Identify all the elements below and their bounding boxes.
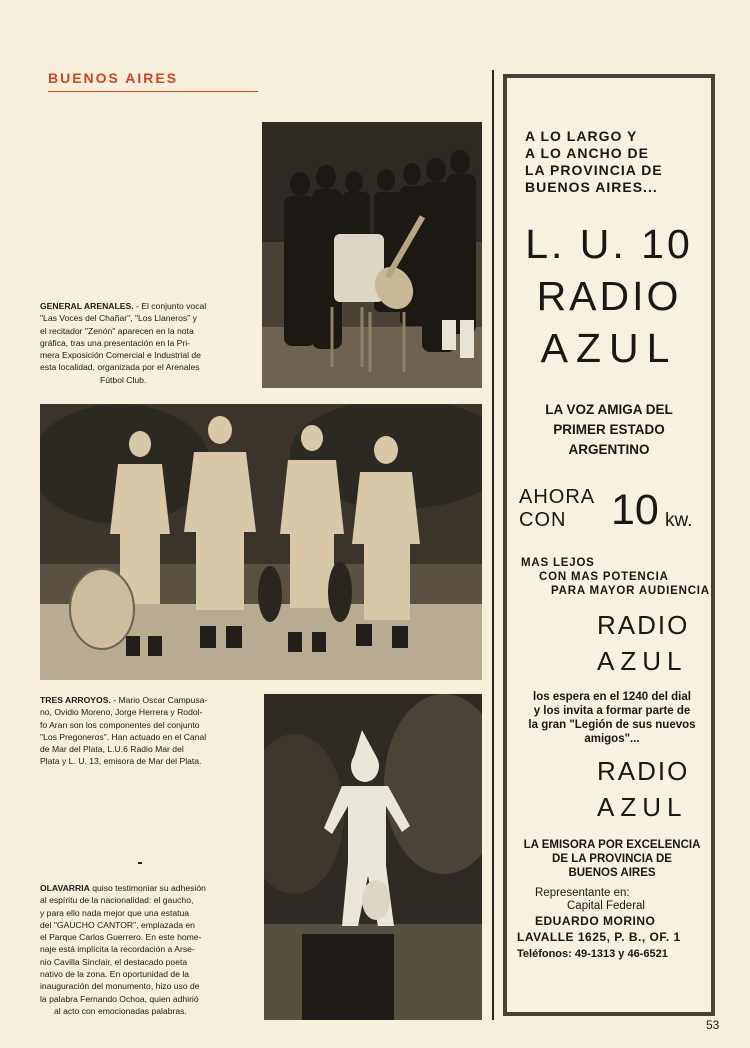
ad-ahora-con	[519, 486, 595, 532]
caption-line: mera Exposición Comercial e Industrial de	[40, 350, 201, 361]
ad-azul-1: AZUL	[597, 646, 688, 676]
photo-gaucho-cantor-statue	[264, 694, 482, 1020]
caption-tres-arroyos	[40, 694, 256, 768]
ad-intro-line: LA PROVINCIA DE	[525, 162, 663, 178]
ad-mas-potencia: CON MAS POTENCIA	[539, 571, 669, 583]
caption-line: al espíritu de la nacionalidad: el gaucho,	[40, 895, 194, 906]
page-number: 53	[706, 1018, 720, 1032]
ad-phones: Teléfonos: 49-1313 y 46-6521	[517, 948, 668, 960]
column-divider	[492, 70, 494, 1020]
ad-intro-line: BUENOS AIRES...	[525, 179, 658, 195]
ad-radio-2: RADIO	[597, 756, 690, 786]
caption-line: el Parque Carlos Guerrero. En este home-	[40, 932, 202, 943]
ad-mayor-audiencia: PARA MAYOR AUDIENCIA	[551, 585, 710, 597]
caption-line: gráfica, tras una presentación en la Pri-	[40, 337, 190, 348]
caption-lead: GENERAL ARENALES.	[40, 301, 134, 311]
ad-dial-line: la gran "Legión de sus nuevos	[528, 719, 696, 731]
ad-dial-line: y los invita a formar parte de	[533, 705, 691, 717]
caption-line: - Mario Oscar Campusa-	[110, 695, 208, 705]
caption-line: no, Ovidio Moreno, Jorge Herrera y Rodol-	[40, 707, 203, 718]
caption-line: al acto con emocionadas palabras.	[54, 1005, 187, 1016]
ad-address: LAVALLE 1625, P. B., OF. 1	[517, 930, 681, 944]
ad-slogan	[507, 400, 711, 460]
caption-line: del "GAUCHO CANTOR", emplazada en	[40, 919, 195, 930]
ad-mas-lejos: MAS LEJOS	[521, 557, 595, 569]
caption-line: nativo de la zona. En oportunidad de la	[40, 969, 190, 980]
ad-emisora-line: BUENOS AIRES	[568, 867, 656, 879]
ad-dial-line: los espera en el 1240 del dial	[533, 691, 691, 703]
ad-station-call-sign: L. U. 10	[525, 221, 693, 267]
caption-olavarria	[40, 882, 256, 1017]
photo-general-arenales	[262, 122, 482, 388]
caption-line: esta localidad, organizada por el Arenales	[40, 362, 200, 373]
caption-line: Plata y L. U. 13, emisora de Mar del Plata.	[40, 756, 202, 767]
ad-dial-invitation	[517, 690, 707, 746]
ad-intro-line: A LO ANCHO DE	[525, 145, 649, 161]
caption-line: nio Cavilla Sinclair, el destacado poeta	[40, 956, 188, 967]
ad-representative-label: Representante en:	[535, 887, 630, 899]
caption-line: y para ello nada mejor que una estatua	[40, 907, 190, 918]
radio-azul-advertisement	[503, 74, 715, 1016]
caption-line: la palabra Fernando Ochoa, quien adhirió	[40, 993, 199, 1004]
caption-lead: OLAVARRIA	[40, 883, 90, 893]
ad-slogan-line: ARGENTINO	[568, 442, 650, 457]
ad-radio-1: RADIO	[597, 610, 690, 640]
ad-power-unit: kw.	[665, 510, 693, 531]
ad-emisora	[515, 838, 709, 880]
caption-line: inauguración del monumento, hizo uso de	[40, 981, 200, 992]
caption-general-arenales	[40, 300, 254, 386]
ad-emisora-line: LA EMISORA POR EXCELENCIA	[523, 839, 701, 851]
caption-lead: TRES ARROYOS.	[40, 695, 111, 705]
ad-slogan-line: LA VOZ AMIGA DEL	[545, 402, 673, 417]
caption-line: naje está implícita la recordación a Arse-	[40, 944, 195, 955]
ad-dial-line: amigos"...	[584, 733, 640, 745]
ad-station-azul: AZUL	[540, 325, 678, 371]
ad-azul-2: AZUL	[597, 792, 688, 822]
section-title: BUENOS AIRES	[48, 70, 258, 92]
caption-line: el recitador "Zenón" aparecen en la nota	[40, 325, 194, 336]
ad-power-value: 10	[611, 486, 659, 534]
caption-line: fo Aran son los componentes del conjunto	[40, 719, 200, 730]
photo-tres-arroyos	[40, 404, 482, 680]
ad-con: CON	[519, 509, 567, 531]
caption-line: de Mar del Plata, L.U.6 Radio Mar del	[40, 744, 184, 755]
divider-mark	[138, 862, 142, 864]
ad-representative-name: EDUARDO MORINO	[535, 914, 656, 928]
ad-station-radio: RADIO	[536, 273, 682, 319]
ad-intro-line: A LO LARGO Y	[525, 128, 638, 144]
caption-line: Fútbol Club.	[100, 374, 147, 385]
ad-ahora: AHORA	[519, 486, 596, 508]
ad-slogan-line: PRIMER ESTADO	[553, 422, 665, 437]
ad-intro	[525, 128, 663, 196]
caption-line: "Las Voces del Chañar", "Los Llaneros" y	[40, 313, 197, 324]
ad-capital: Capital Federal	[567, 900, 645, 912]
caption-line: "Los Pregoneros". Han actuado en el Canal	[40, 731, 207, 742]
caption-line: - El conjunto vocal	[133, 301, 207, 311]
ad-emisora-line: DE LA PROVINCIA DE	[552, 853, 672, 865]
caption-line: quiso testimoniar su adhesión	[89, 883, 206, 893]
